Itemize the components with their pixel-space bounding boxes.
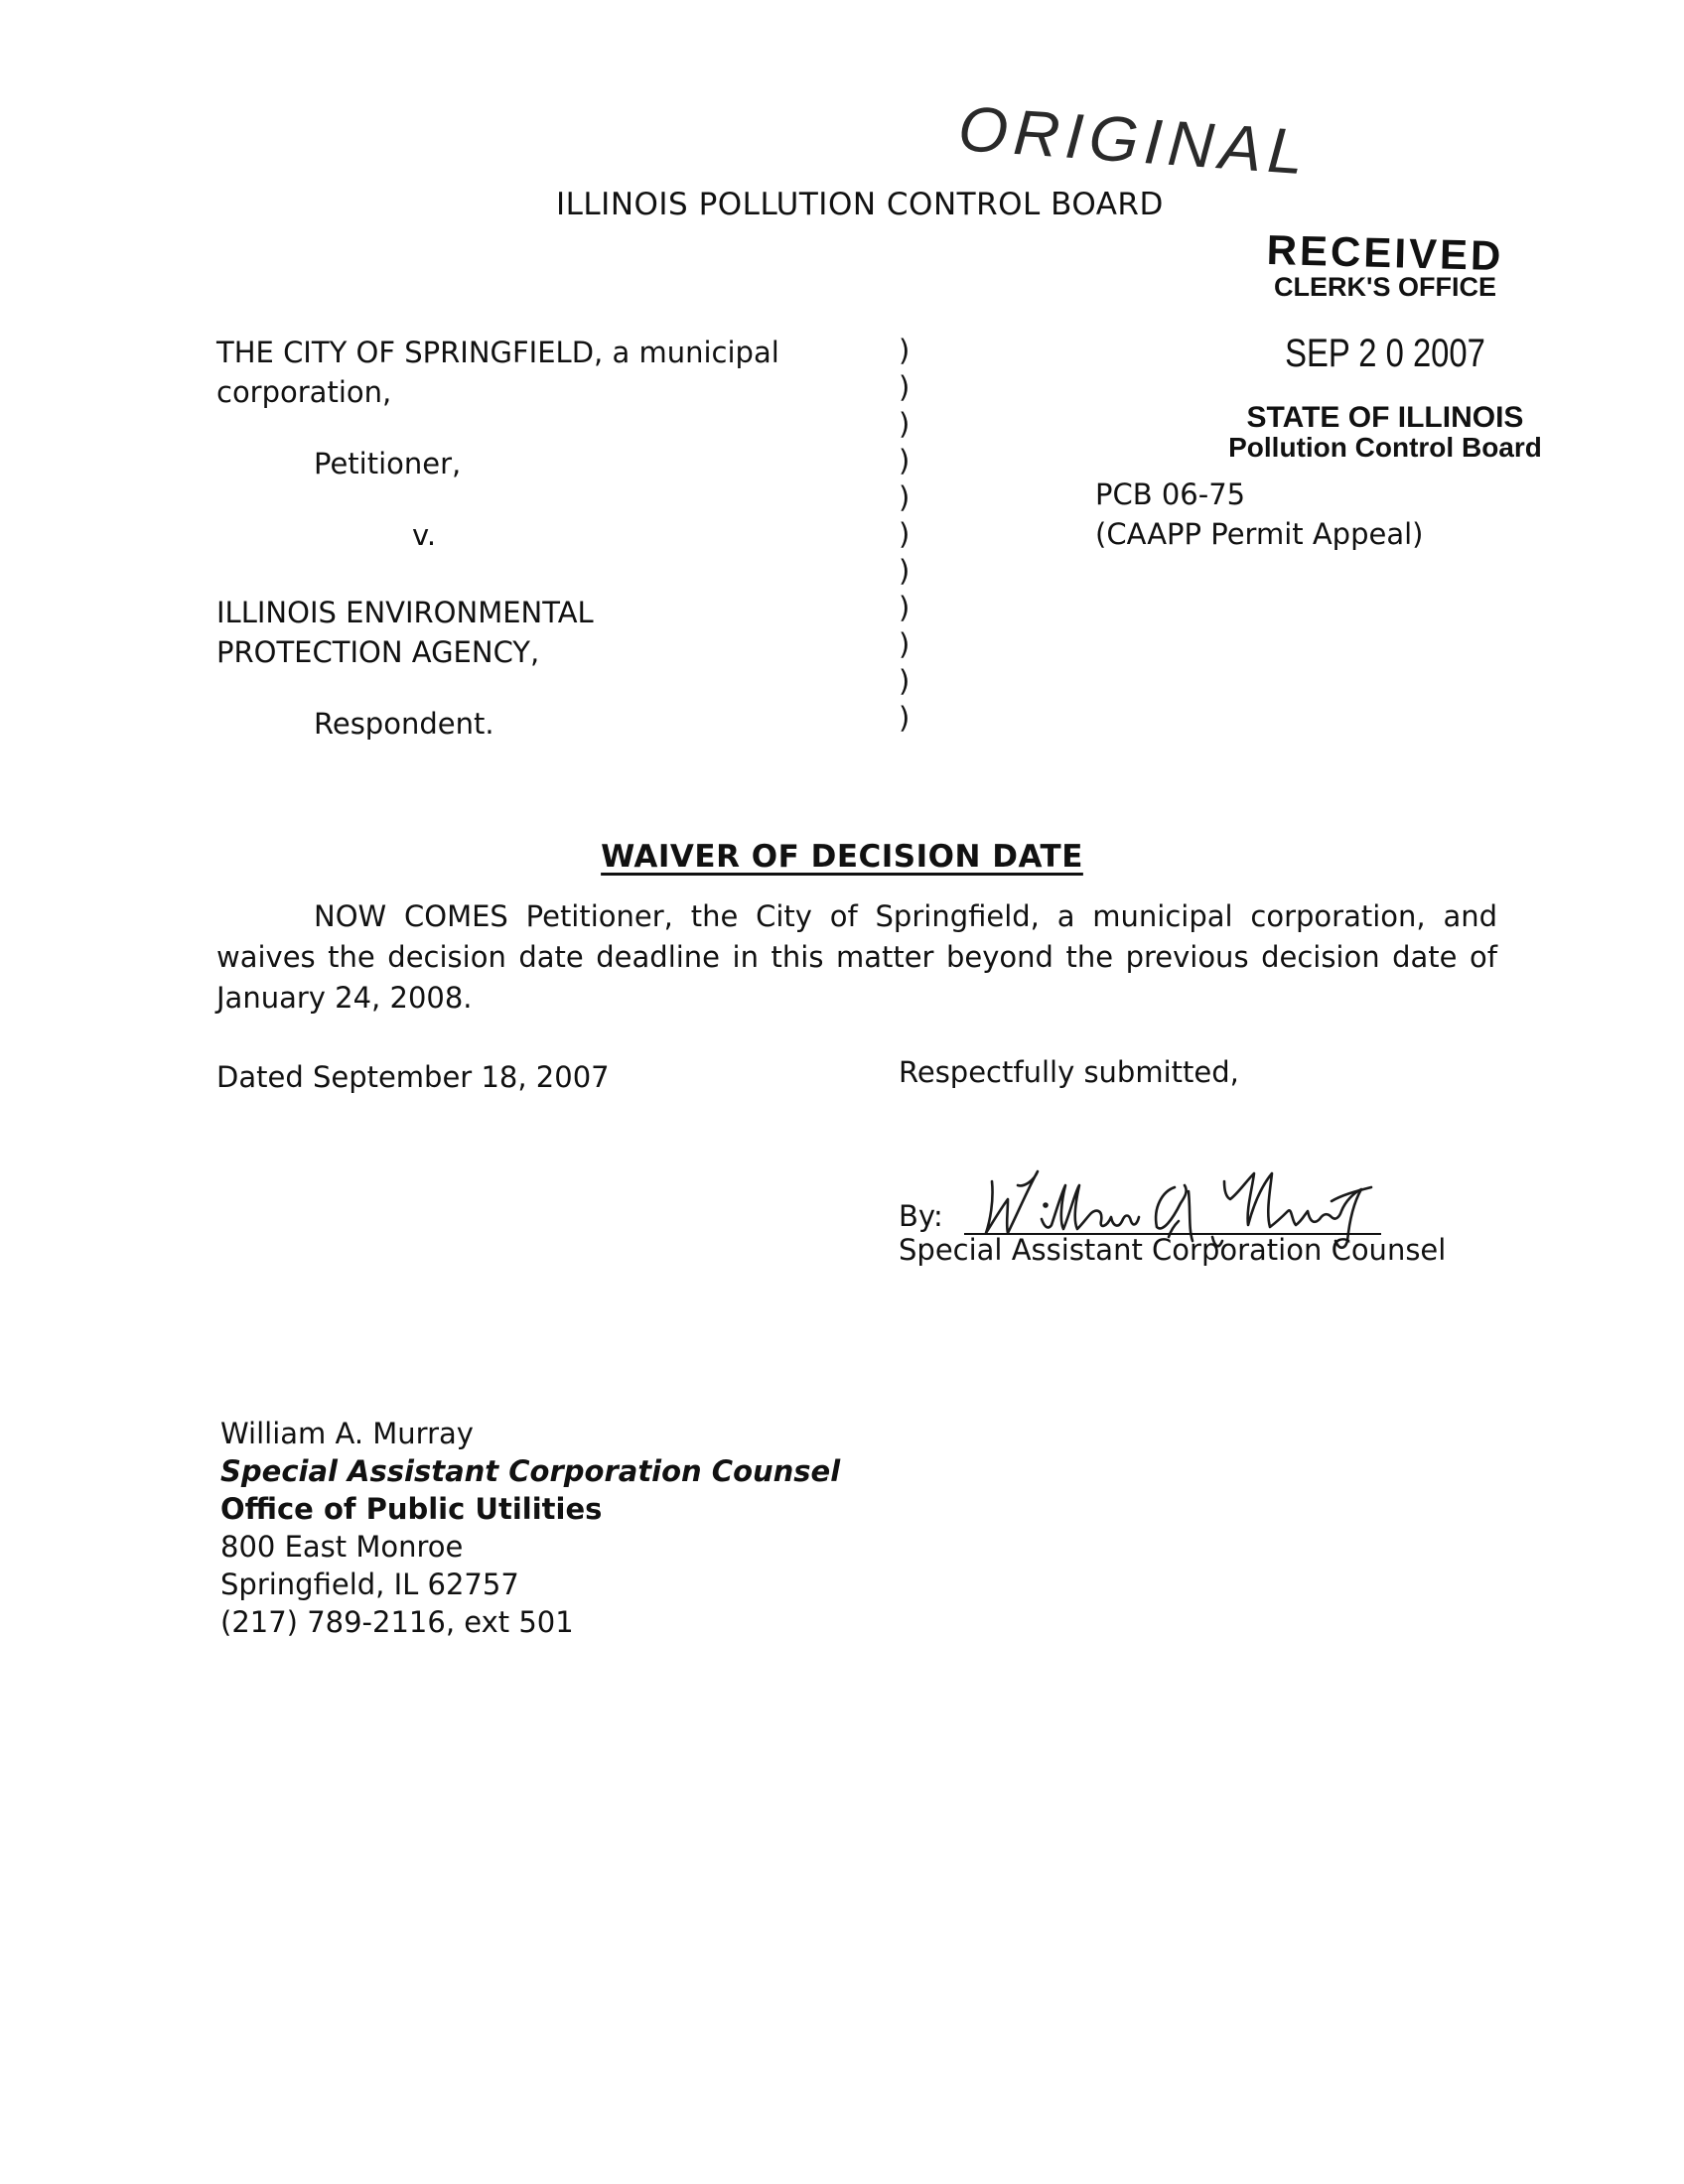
paren: )	[899, 480, 911, 514]
respondent-name-line1: ILLINOIS ENVIRONMENTAL	[216, 596, 594, 629]
versus-text: v.	[412, 518, 437, 552]
case-info	[1095, 475, 1423, 554]
versus	[216, 515, 779, 555]
address-name: William A. Murray	[220, 1417, 474, 1450]
dated-line: Dated September 18, 2007	[216, 1060, 610, 1094]
paren: )	[899, 370, 911, 404]
received-stamp-state: STATE OF ILLINOIS	[1246, 401, 1524, 434]
signature-title: Special Assistant Corporation Counsel	[899, 1233, 1447, 1267]
paren: )	[899, 701, 911, 735]
paren: )	[899, 334, 911, 367]
case-caption-parties	[216, 333, 779, 744]
body-paragraph: NOW COMES Petitioner, the City of Springfield, a municipal corporation, and waives the decision date deadline in this matter beyond the previous decision date of January 24, 2008.	[216, 899, 1497, 1015]
paren: )	[899, 407, 911, 441]
petitioner-role-text: Petitioner,	[314, 447, 462, 480]
received-stamp-office: CLERK'S OFFICE	[1274, 272, 1496, 302]
paren: )	[899, 517, 911, 551]
paren: )	[899, 664, 911, 698]
caption-parentheses	[899, 333, 910, 737]
document-title: WAIVER OF DECISION DATE	[601, 839, 1083, 875]
original-stamp: ORIGINAL	[955, 91, 1312, 189]
respondent-name-line2: PROTECTION AGENCY,	[216, 635, 540, 669]
address-block	[220, 1415, 840, 1641]
address-office: Office of Public Utilities	[220, 1492, 603, 1526]
case-number: PCB 06-75	[1095, 478, 1246, 511]
paren: )	[899, 554, 911, 588]
address-street: 800 East Monroe	[220, 1530, 464, 1564]
paren: )	[899, 627, 911, 661]
address-city: Springfield, IL 62757	[220, 1568, 519, 1601]
respondent-role	[216, 704, 779, 744]
received-stamp-date: SEP 2 0 2007	[1285, 332, 1485, 375]
paren: )	[899, 591, 911, 624]
received-stamp-title: RECEIVED	[1266, 225, 1504, 280]
received-stamp	[1221, 225, 1549, 463]
address-title: Special Assistant Corporation Counsel	[220, 1454, 841, 1488]
address-phone: (217) 789-2116, ext 501	[220, 1605, 574, 1639]
by-label: By:	[899, 1199, 943, 1233]
petitioner-name-line2: corporation,	[216, 375, 392, 409]
petitioner-name-line1: THE CITY OF SPRINGFIELD, a municipal	[216, 336, 779, 369]
received-stamp-board: Pollution Control Board	[1228, 432, 1542, 463]
paren: )	[899, 444, 911, 478]
case-type: (CAAPP Permit Appeal)	[1095, 517, 1424, 551]
respondent-role-text: Respondent.	[314, 707, 494, 741]
signature-block	[899, 1142, 1494, 1291]
petitioner-role	[216, 444, 779, 483]
closing-line: Respectfully submitted,	[899, 1055, 1239, 1089]
board-heading: ILLINOIS POLLUTION CONTROL BOARD	[556, 187, 1164, 222]
